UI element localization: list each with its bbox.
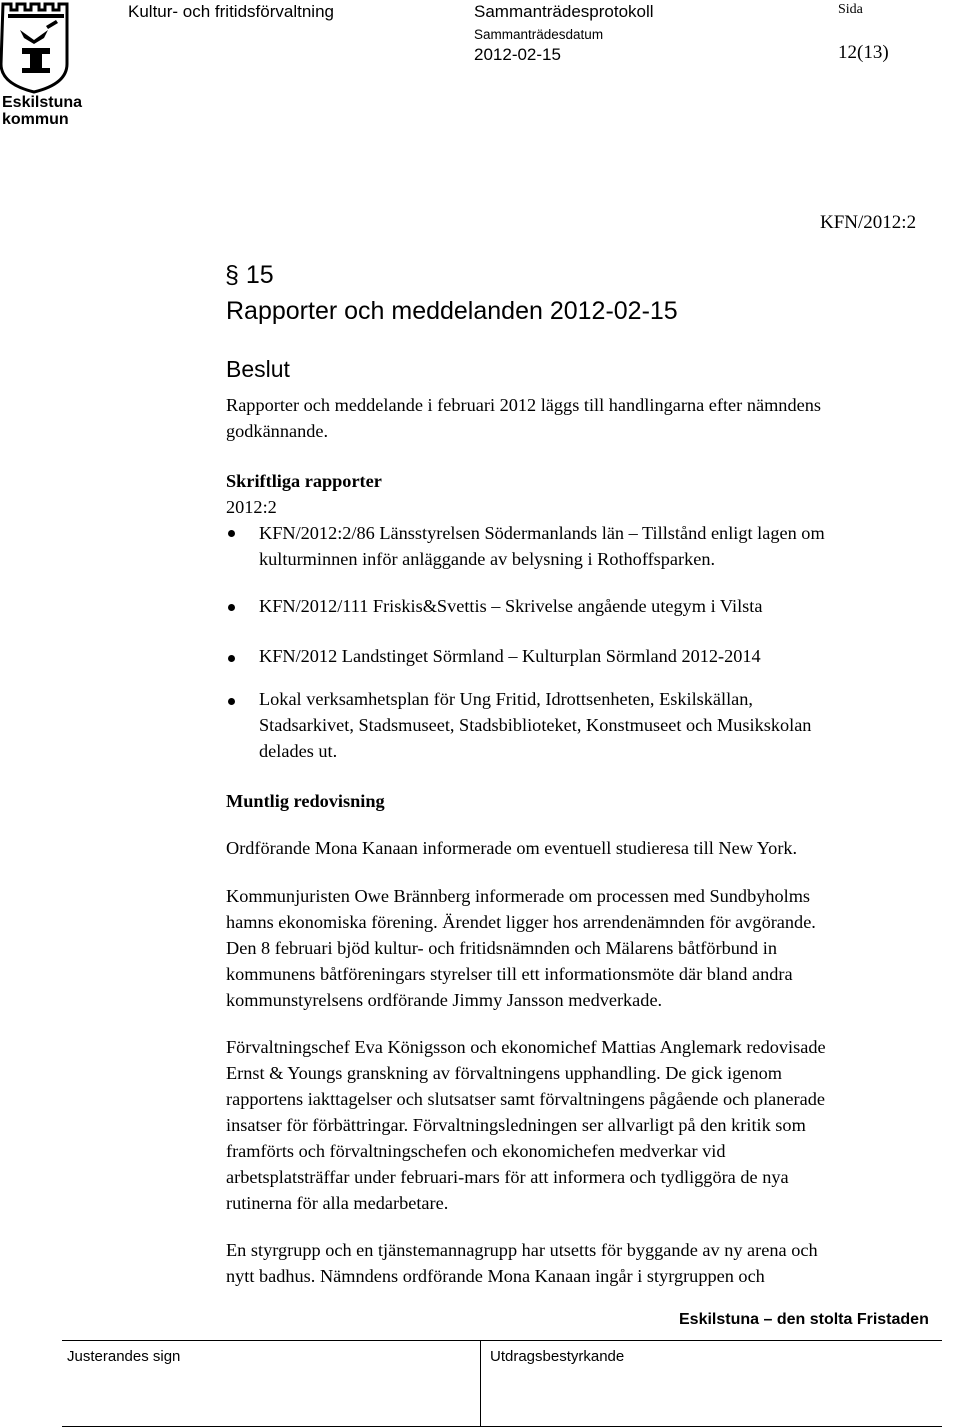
document-type: Sammanträdesprotokoll [474, 2, 654, 21]
bullet-icon [228, 604, 235, 611]
footer-slogan: Eskilstuna – den stolta Fristaden [679, 1311, 929, 1328]
list-item-line: KFN/2012 Landstinget Sörmland – Kulturplan Sörmland 2012-2014 [259, 646, 761, 666]
list-item-line: KFN/2012:2/86 Länsstyrelsen Södermanlands län – Tillstånd enligt lagen om [259, 523, 825, 543]
logo-text-line-1: Eskilstuna [2, 94, 83, 111]
beslut-text-line: Rapporter och meddelande i februari 2012 läggs till handlingarna efter nämndens [226, 395, 821, 415]
meeting-date: 2012-02-15 [474, 45, 561, 64]
paragraph-line: En styrgrupp och en tjänstemannagrupp har utsetts för byggande av ny arena och [226, 1240, 818, 1260]
paragraph-line: arbetsplatsträffar under februari-mars för att informera och tydliggöra de nya [226, 1167, 789, 1187]
date-label: Sammanträdesdatum [474, 27, 604, 42]
paragraph-line: nytt badhus. Nämndens ordförande Mona Kanaan ingår i styrgruppen och [226, 1266, 765, 1286]
paragraph-line: rutinerna för alla medarbetare. [226, 1193, 449, 1213]
paragraph-line: kommunstyrelsens ordförande Jimmy Jansson medverkade. [226, 990, 663, 1010]
footer-column-divider [480, 1340, 481, 1426]
department-name: Kultur- och fritidsförvaltning [128, 2, 334, 21]
list-item-line: delades ut. [259, 741, 338, 761]
paragraph-line: hamns ekonomiska förening. Ärendet ligger hos arrendenämnden för avgörande. [226, 912, 816, 932]
paragraph-line: kommunens båtföreningars styrelser till ett informationsmöte där bland andra [226, 964, 793, 984]
bullet-icon [228, 530, 235, 537]
list-item-line: KFN/2012/111 Friskis&Svettis – Skrivelse angående utegym i Vilsta [259, 596, 763, 616]
paragraph-line: Förvaltningschef Eva Königsson och ekonomichef Mattias Anglemark redovisade [226, 1037, 826, 1057]
muntlig-heading: Muntlig redovisning [226, 791, 385, 811]
paragraph-line: rapportens iakttagelser och slutsatser samt förvaltningens pågående och planerade [226, 1089, 825, 1109]
footer-extract-label: Utdragsbestyrkande [490, 1348, 625, 1365]
paragraph-line: Kommunjuristen Owe Brännberg informerade om processen med Sundbyholms [226, 886, 811, 906]
skriftliga-heading: Skriftliga rapporter [226, 471, 382, 491]
paragraph-line: insatser för förbättringar. Förvaltningsledningen ser allvarligt på den kritik som [226, 1115, 806, 1135]
bullet-icon [228, 698, 235, 705]
paragraph-line: Den 8 februari bjöd kultur- och fritidsnämnden och Mälarens båtförbund in [226, 938, 777, 958]
bullet-icon [228, 655, 235, 662]
logo-text-line-2: kommun [2, 111, 69, 128]
paragraph-title: Rapporter och meddelanden 2012-02-15 [226, 297, 678, 325]
list-item-line: Lokal verksamhetsplan för Ung Fritid, Idrottsenheten, Eskilskällan, [259, 689, 753, 709]
beslut-heading: Beslut [226, 356, 290, 382]
case-number: KFN/2012:2 [820, 212, 917, 233]
paragraph-number-value: 15 [245, 261, 274, 289]
page-number: 12(13) [838, 42, 889, 63]
section-sign-icon: § [225, 261, 239, 289]
list-item-line: kulturminnen inför anläggande av belysning i Rothoffsparken. [259, 549, 716, 569]
paragraph-line: Ernst & Youngs granskning av förvaltningens upphandling. De gick igenom [226, 1063, 782, 1083]
page-label: Sida [838, 2, 863, 17]
list-item-line: Stadsarkivet, Stadsmuseet, Stadsbiblioteket, Konstmuseet och Musikskolan [259, 715, 812, 735]
footer-bottom-rule [62, 1426, 942, 1427]
footer-sign-label: Justerandes sign [67, 1348, 181, 1365]
paragraph-number [225, 261, 274, 290]
footer-divider [62, 1340, 942, 1341]
paragraph-line: framförts och förvaltningschefen och ekonomichefen medverkar vid [226, 1141, 726, 1161]
paragraph-line: Ordförande Mona Kanaan informerade om eventuell studieresa till New York. [226, 838, 798, 858]
skriftliga-year: 2012:2 [226, 497, 277, 517]
beslut-text-line: godkännande. [226, 421, 329, 441]
